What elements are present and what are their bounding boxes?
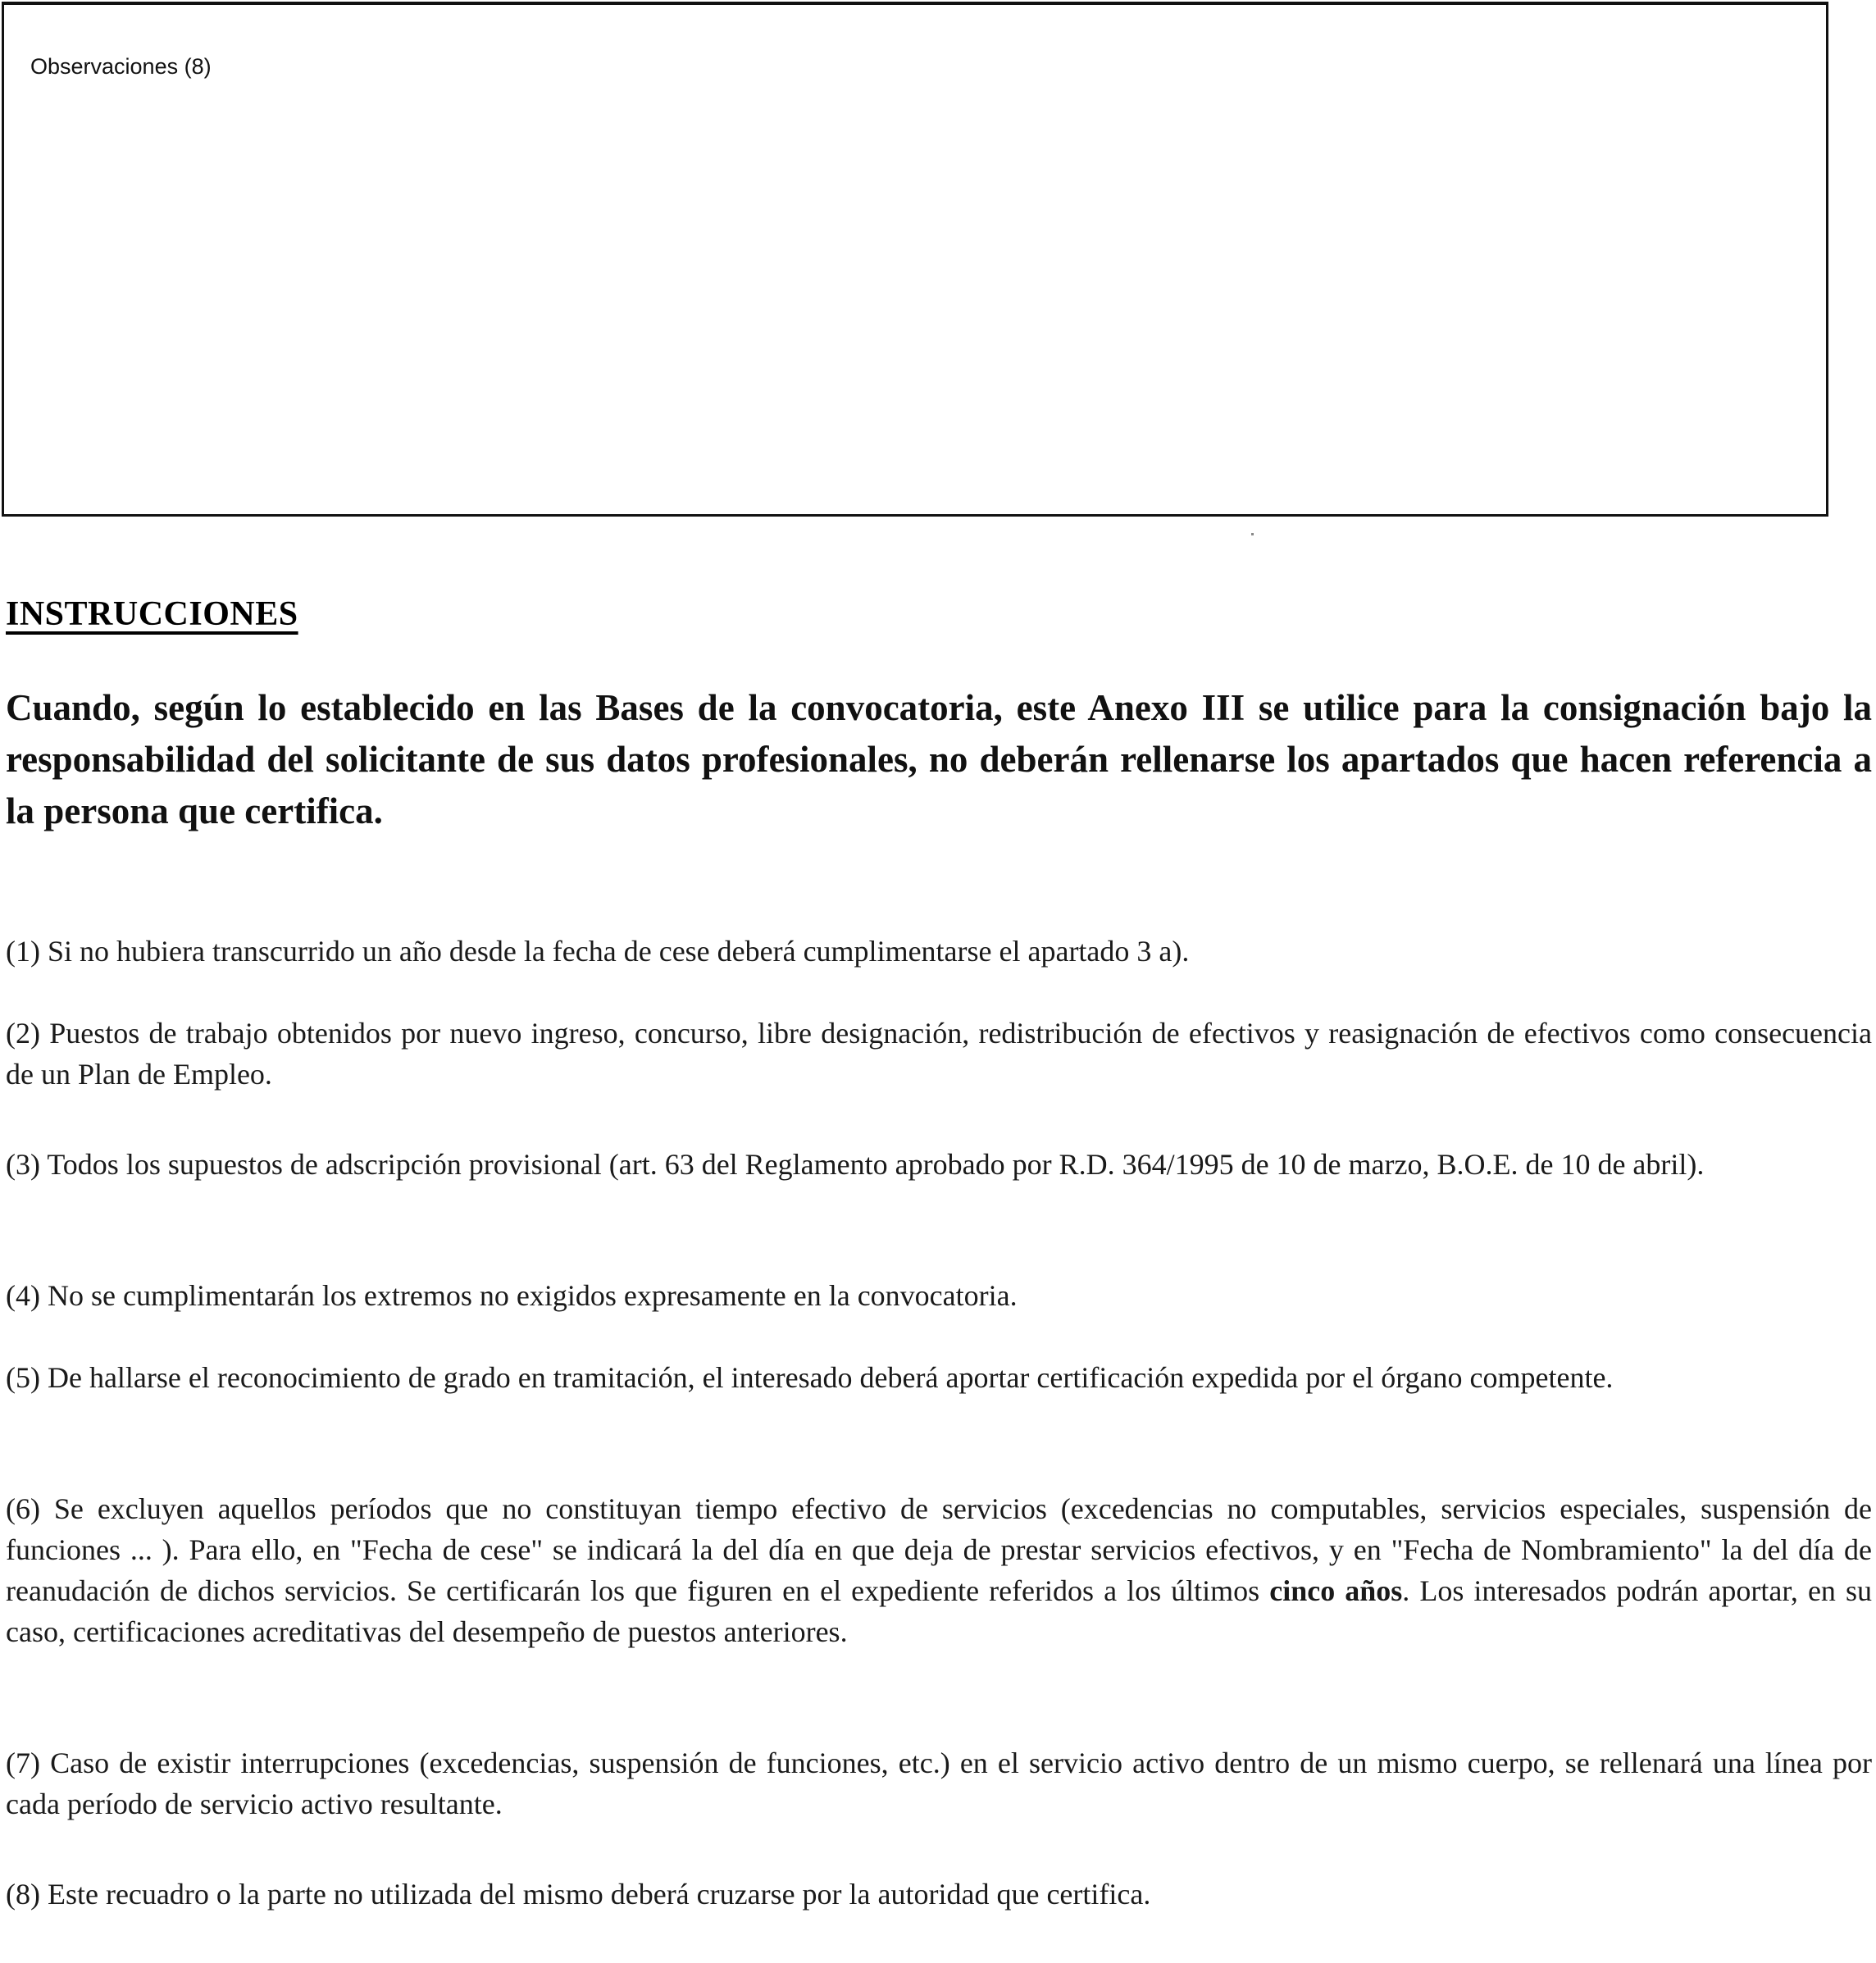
note-4: (4) No se cumplimentarán los extremos no exigidos expresamente en la convocatoria. [6,1279,1018,1312]
note-6-text-b: . Los interesados podrán aportar, en su caso, certificaciones acreditativas del desempeño de puestos anteriores. [6,1574,1872,1648]
note-7: (7) Caso de existir interrupciones (excedencias, suspensión de funciones, etc.) en el servicio activo dentro de un mismo cuerpo, se rellenará una línea por cada período de servicio activo resultante. [6,1747,1872,1820]
note-2: (2) Puestos de trabajo obtenidos por nuevo ingreso, concurso, libre designación, redistribución de efectivos y reasignación de efectivos como consecuencia de un Plan de Empleo. [6,1017,1872,1091]
note-6-emphasis: cinco años [1269,1574,1403,1607]
note-3: (3) Todos los supuestos de adscripción provisional (art. 63 del Reglamento aprobado por R.D. 364/1995 de 10 de marzo, B.O.E. de 10 de abril). [6,1148,1705,1181]
note-1: (1) Si no hubiera transcurrido un año desde la fecha de cese deberá cumplimentarse el apartado 3 a). [6,935,1190,968]
instrucciones-heading: INSTRUCCIONES [6,595,298,633]
note-6-text-a: (6) Se excluyen aquellos períodos que no constituyan tiempo efectivo de servicios (excedencias no computables, servicios especiales, suspensión de funciones ... ). Para ello, en "Fecha de cese" se indicará la del día en que deja de prestar servicios efectivos, y en "Fecha de Nombramiento" la del día de reanudación de dichos servicios. Se certificarán los que figuren en el expediente referidos a los últimos [6,1492,1872,1607]
instrucciones-intro: Cuando, según lo establecido en las Bases de la convocatoria, este Anexo III se utilice para la consignación bajo la responsabilidad del solicitante de sus datos profesionales, no deberán rellenarse los apartados que hacen referencia a la persona que certifica. [6,687,1872,831]
note-8: (8) Este recuadro o la parte no utilizada del mismo deberá cruzarse por la autoridad que certifica. [6,1878,1151,1911]
observaciones-box[interactable] [2,2,1828,517]
note-6 [6,1488,1872,1652]
scan-artifact [1251,533,1254,535]
note-5: (5) De hallarse el reconocimiento de grado en tramitación, el interesado deberá aportar certificación expedida por el órgano competente. [6,1361,1614,1394]
observaciones-label: Observaciones (8) [30,54,212,79]
